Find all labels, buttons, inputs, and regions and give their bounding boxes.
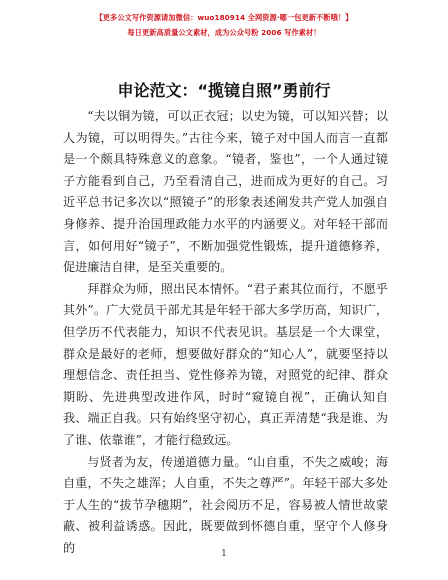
paragraph: 与贤者为友，传递道德力量。“山自重，不失之威峻；海自重，不失之雄浑；人自重，不失之尊严”。年轻干部大多处于人生的“拔节孕穗期”，社会阅历不足，容易被人情世故蒙蔽、被利益诱惑。因此，既要做到怀德自重，坚守个人修身的	[63, 454, 388, 555]
document-title: 申论范文：“揽镜自照”勇前行	[117, 81, 331, 100]
document-body	[63, 106, 388, 559]
paragraph: “夫以铜为镜，可以正衣冠；以史为镜，可以知兴替；以人为镜，可以明得失。”古往今来，镜子对中国人而言一直都是一个颇具特殊意义的意象。“镜者，鉴也”，一个人通过镜子方能看到自己，乃至看清自己，进而成为更好的自己。习近平总书记多次以“照镜子”的形象表述阐发共产党人加强自身修养、提升治国理政能力水平的内涵要义。对年轻干部而言，如何用好“镜子”，不断加强党性锻炼，提升道德修养，促进廉洁自律，是至关重要的。	[63, 109, 388, 275]
promo-banner-line-1: 【更多公文写作资源请加微信：wuo180914 全网资源·哪一包更新不断哦！】	[95, 13, 353, 22]
paragraph: 拜群众为师，照出民本情怀。“君子素其位而行，不愿乎其外”。广大党员干部尤其是年轻干部大多学历高，知识广，但学历不代表能力，知识不代表见识。基层是一个大课堂，群众是最好的老师，想要做好群众的“知心人”，就要坚持以理想信念、责任担当、党性修养为镜，对照党的纪律、群众期盼、先进典型改进作风，时时“窥镜自视”，正确认知自我、端正自我。只有始终坚守初心，真正弄清楚“我是谁、为了谁、依靠谁”，才能行稳致远。	[63, 281, 388, 447]
promo-banner-line-2: 每日更新高质量公文素材，成为公众号粉 2006 写作素材！	[127, 28, 321, 37]
page-number: 1	[221, 549, 227, 559]
